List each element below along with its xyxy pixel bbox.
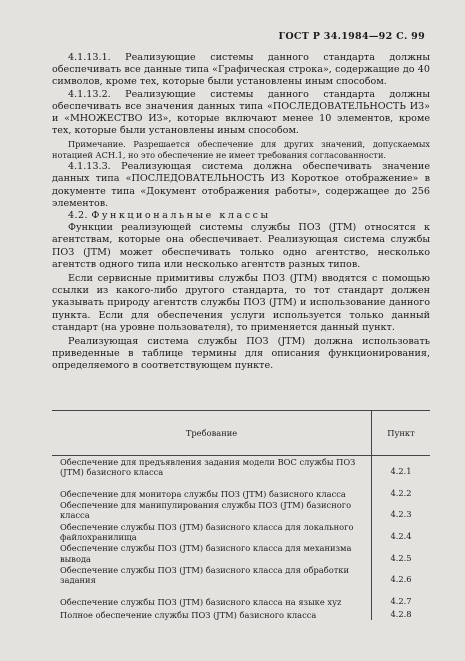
point-cell: 4.2.6 xyxy=(372,564,431,586)
point-cell: 4.2.3 xyxy=(372,499,431,521)
point-cell: 4.2.1 xyxy=(372,456,431,478)
table-row xyxy=(52,499,430,521)
requirement-cell: Обеспечение для предъявления задания модели ВОС службы ПОЗ (JTM) базисного класса xyxy=(60,457,356,478)
requirement-cell: Обеспечение для манипулирования службы ПОЗ (JTM) базисного класса xyxy=(60,500,352,521)
paragraph-4-1-13-1: 4.1.13.1. Реализующие системы данного стандарта должны обеспечивать все данные типа «Графическая строка», содержащие до 40 символов, кроме тех, которые были установлены иным способом. xyxy=(52,52,430,88)
requirement-cell: Обеспечение службы ПОЗ (JTM) базисного класса на языке хуz xyxy=(60,596,342,607)
requirement-cell: Обеспечение для монитора службы ПОЗ (JTM) базисного класса xyxy=(60,488,346,499)
text-block xyxy=(52,52,430,373)
column-header-requirement: Требование xyxy=(52,411,372,456)
paragraph-4-1-13-2: 4.1.13.2. Реализующие системы данного стандарта должны обеспечивать все значения данных типа «ПОСЛЕДОВАТЕЛЬНОСТЬ ИЗ» и «МНОЖЕСТВО ИЗ», которые включают менее 10 элементов, кроме тех, которые были установлены иным способом. xyxy=(52,88,430,137)
table-row xyxy=(52,521,430,543)
paragraph-terms: Реализующая система службы ПОЗ (JTM) должна использовать приведенные в таблице термины для описания функционирования, определяемого в соответствующем пункте. xyxy=(52,336,430,372)
requirement-cell: Обеспечение службы ПОЗ (JTM) базисного класса для локального файлохранилища xyxy=(60,521,354,543)
requirement-cell: Обеспечение службы ПОЗ (JTM) базисного класса для обработки задания xyxy=(60,564,349,586)
point-cell: 4.2.2 xyxy=(372,478,431,500)
point-cell: 4.2.7 xyxy=(372,586,431,608)
table-row xyxy=(52,564,430,586)
table-row xyxy=(52,607,430,620)
paragraph-primitives: Если сервисные примитивы службы ПОЗ (JTM) вводятся с помощью ссылки из какого-либо другого стандарта, то тот стандарт должен указывать природу агентств службы ПОЗ (JTM) и использование данного пункта. Если для обеспечения услуги используется только данный стандарт (на уровне пользователя), то применяется данный пункт. xyxy=(52,273,430,333)
section-heading xyxy=(52,210,430,222)
table-row xyxy=(52,586,430,608)
point-cell: 4.2.8 xyxy=(372,607,431,620)
table-row xyxy=(52,456,430,478)
point-cell: 4.2.4 xyxy=(372,521,431,543)
column-header-point: Пункт xyxy=(372,411,431,456)
note-paragraph: Примечание. Разрешается обеспечение для других значений, допускаемых нотацией АСН.1, но это обеспечение не имеет требования согласованности. xyxy=(52,139,430,160)
paragraph-functions: Функции реализующей системы службы ПОЗ (JTM) относятся к агентствам, которые она обеспечивает. Реализующая система службы ПОЗ (JTM) может обеспечивать только одно агентство, несколько агентств одного типа или несколько агентств разных типов. xyxy=(52,222,430,270)
table-row xyxy=(52,542,430,564)
requirement-cell: Обеспечение службы ПОЗ (JTM) базисного класса для механизма вывода xyxy=(60,543,352,564)
page-header: ГОСТ Р 34.1984—92 С. 99 xyxy=(278,31,425,42)
section-heading-number: 4.2. xyxy=(68,210,88,222)
paragraph-4-1-13-3: 4.1.13.3. Реализующая система должна обеспечивать значение данных типа «ПОСЛЕДОВАТЕЛЬНОСТЬ ИЗ Короткое отображение» в документе типа «Документ отображения работы», содержащее до 256 элементов. xyxy=(52,161,430,209)
requirement-cell: Полное обеспечение службы ПОЗ (JTM) базисного класса xyxy=(60,609,317,620)
requirements-table xyxy=(52,410,430,620)
table-header-row xyxy=(52,411,430,456)
point-cell: 4.2.5 xyxy=(372,542,431,564)
table-row xyxy=(52,478,430,500)
section-heading-text: Функциональные классы xyxy=(91,210,271,222)
